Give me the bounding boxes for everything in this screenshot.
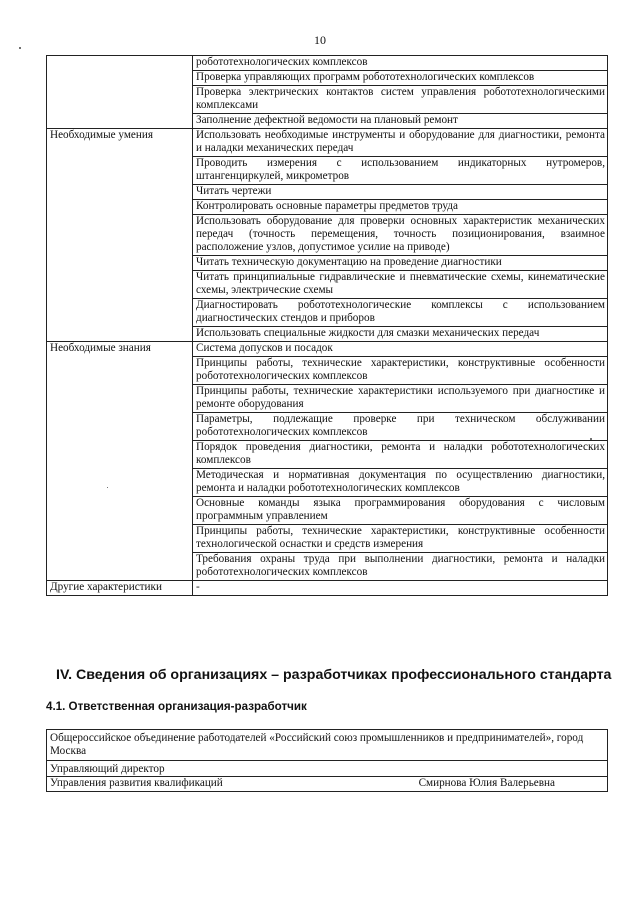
- subsection-title: 4.1. Ответственная организация-разработчик: [46, 700, 307, 713]
- organization-table: [46, 729, 608, 792]
- table-cell: Параметры, подлежащие проверке при техническом обслуживании робототехнологических комплексов: [193, 413, 608, 441]
- table-cell: Контролировать основные параметры предметов труда: [193, 200, 608, 215]
- position-department: Управления развития квалификаций: [50, 777, 223, 789]
- empty-label-cell: [47, 56, 193, 129]
- table-cell: Использовать необходимые инструменты и оборудование для диагностики, ремонта и наладки механических передач: [193, 129, 608, 157]
- knowledge-label: Необходимые знания: [47, 342, 193, 581]
- table-row: [47, 581, 608, 596]
- table-cell: Порядок проведения диагностики, ремонта и наладки робототехнологических комплексов: [193, 441, 608, 469]
- table-cell: Читать принципиальные гидравлические и пневматические схемы, кинематические схемы, электрические схемы: [193, 271, 608, 299]
- requirements-table: [46, 55, 608, 596]
- table-cell: Принципы работы, технические характеристики используемого при диагностике и ремонте оборудования: [193, 385, 608, 413]
- table-cell: Читать техническую документацию на проведение диагностики: [193, 256, 608, 271]
- section-title: IV. Сведения об организациях – разработчиках профессионального стандарта: [56, 667, 612, 683]
- table-row: [47, 129, 608, 157]
- skills-label: Необходимые умения: [47, 129, 193, 342]
- table-cell: Методическая и нормативная документация по осуществлению диагностики, ремонта и наладки робототехнологических комплексов: [193, 469, 608, 497]
- table-cell: Проводить измерения с использованием индикаторных нутромеров, штангенциркулей, микрометров: [193, 157, 608, 185]
- table-cell: Читать чертежи: [193, 185, 608, 200]
- other-characteristics-label: Другие характеристики: [47, 581, 193, 596]
- table-cell: Принципы работы, технические характеристики, конструктивные особенности робототехнологических комплексов: [193, 357, 608, 385]
- table-cell: Принципы работы, технические характеристики, конструктивные особенности технологической оснастки и средств измерения: [193, 525, 608, 553]
- position-title: Управляющий директор: [47, 760, 607, 776]
- organization-name: Общероссийское объединение работодателей «Российский союз промышленников и предпринимателей», город Москва: [50, 732, 584, 757]
- scan-speck: [19, 47, 21, 49]
- table-cell: робототехнологических комплексов: [193, 56, 608, 71]
- table-cell: Диагностировать робототехнологические комплексы с использованием диагностических стендов и приборов: [193, 299, 608, 327]
- page-number: 10: [314, 33, 326, 47]
- table-cell: Заполнение дефектной ведомости на плановый ремонт: [193, 114, 608, 129]
- signature-line: [47, 776, 607, 791]
- table-cell: Использовать оборудование для проверки основных характеристик механических передач (точность перемещения, точность позиционирования, взаимное расположение узлов, допустимое усилие на приводе): [193, 215, 608, 256]
- table-cell: Система допусков и посадок: [193, 342, 608, 357]
- table-row: [47, 56, 608, 71]
- other-characteristics-value: -: [193, 581, 608, 596]
- table-row: [47, 342, 608, 357]
- table-cell: Проверка управляющих программ робототехнологических комплексов: [193, 71, 608, 86]
- table-cell: Основные команды языка программирования оборудования с числовым программным управлением: [193, 497, 608, 525]
- table-cell: Проверка электрических контактов систем управления робототехнологическими комплексами: [193, 86, 608, 114]
- table-cell: Использовать специальные жидкости для смазки механических передач: [193, 327, 608, 342]
- signatory-name: Смирнова Юлия Валерьевна: [418, 777, 555, 789]
- table-cell: Требования охраны труда при выполнении диагностики, ремонта и наладки робототехнологических комплексов: [193, 553, 608, 581]
